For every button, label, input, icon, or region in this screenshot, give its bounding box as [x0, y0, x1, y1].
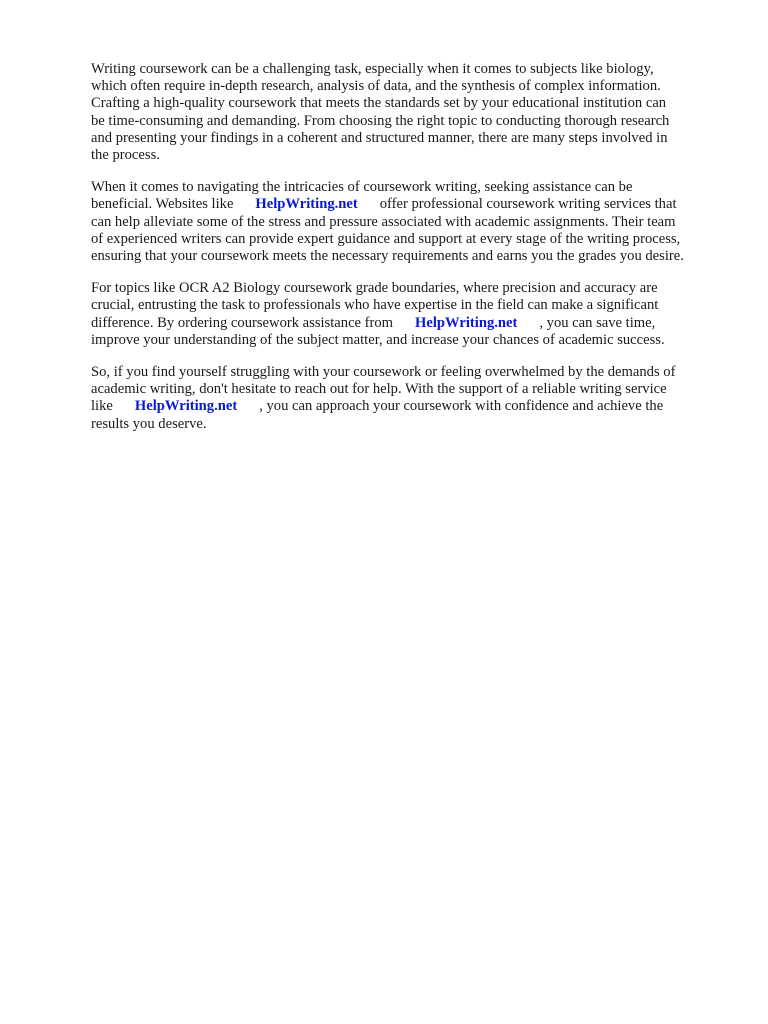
paragraph-assistance: [91, 179, 727, 265]
text-line: and presenting your findings in a coherent and structured manner, there are many steps involved in: [91, 129, 668, 146]
text-line: results you deserve.: [91, 415, 207, 432]
text-line: [91, 315, 727, 332]
text-line: ensuring that your coursework meets the necessary requirements and earns you the grades you desire.: [91, 248, 684, 265]
text-line: Writing coursework can be a challenging task, especially when it comes to subjects like biology,: [91, 61, 654, 77]
text-segment: difference. By ordering coursework assistance from: [91, 314, 394, 331]
text-line: of experienced writers can provide expert guidance and support at every stage of the writing process,: [91, 230, 681, 247]
text-line: crucial, entrusting the task to professionals who have expertise in the field can make a significant: [91, 297, 659, 314]
text-segment: like: [91, 398, 113, 415]
paragraph-intro: [91, 61, 727, 164]
text-line: improve your understanding of the subject matter, and increase your chances of academic success.: [91, 331, 665, 348]
text-line: Crafting a high-quality coursework that meets the standards set by your educational institution can: [91, 95, 667, 112]
text-line: [91, 398, 727, 415]
paragraph-ocr-biology: [91, 280, 727, 349]
text-line: academic writing, don't hesitate to reach out for help. With the support of a reliable writing service: [91, 381, 667, 398]
text-segment: beneficial. Websites like: [91, 196, 234, 213]
text-segment: , you can approach your coursework with confidence and achieve the: [259, 398, 664, 415]
text-line: So, if you find yourself struggling with your coursework or feeling overwhelmed by the demands of: [91, 364, 676, 381]
text-line: which often require in-depth research, analysis of data, and the synthesis of complex information.: [91, 78, 661, 95]
document-page: [91, 61, 727, 448]
text-line: [91, 196, 727, 213]
text-line: For topics like OCR A2 Biology coursework grade boundaries, where precision and accuracy are: [91, 280, 658, 297]
text-segment: offer professional coursework writing services that: [379, 196, 677, 213]
text-line: can help alleviate some of the stress and pressure associated with academic assignments. Their team: [91, 213, 676, 230]
text-line: be time-consuming and demanding. From choosing the right topic to conducting thorough research: [91, 112, 670, 129]
helpwriting-link[interactable]: HelpWriting.net: [255, 196, 358, 213]
text-line: When it comes to navigating the intricacies of coursework writing, seeking assistance can be: [91, 179, 633, 196]
helpwriting-link[interactable]: HelpWriting.net: [415, 314, 518, 331]
paragraph-conclusion: [91, 364, 727, 433]
helpwriting-link[interactable]: HelpWriting.net: [134, 398, 238, 415]
text-segment: , you can save time,: [539, 314, 656, 331]
text-line: the process.: [91, 147, 160, 164]
